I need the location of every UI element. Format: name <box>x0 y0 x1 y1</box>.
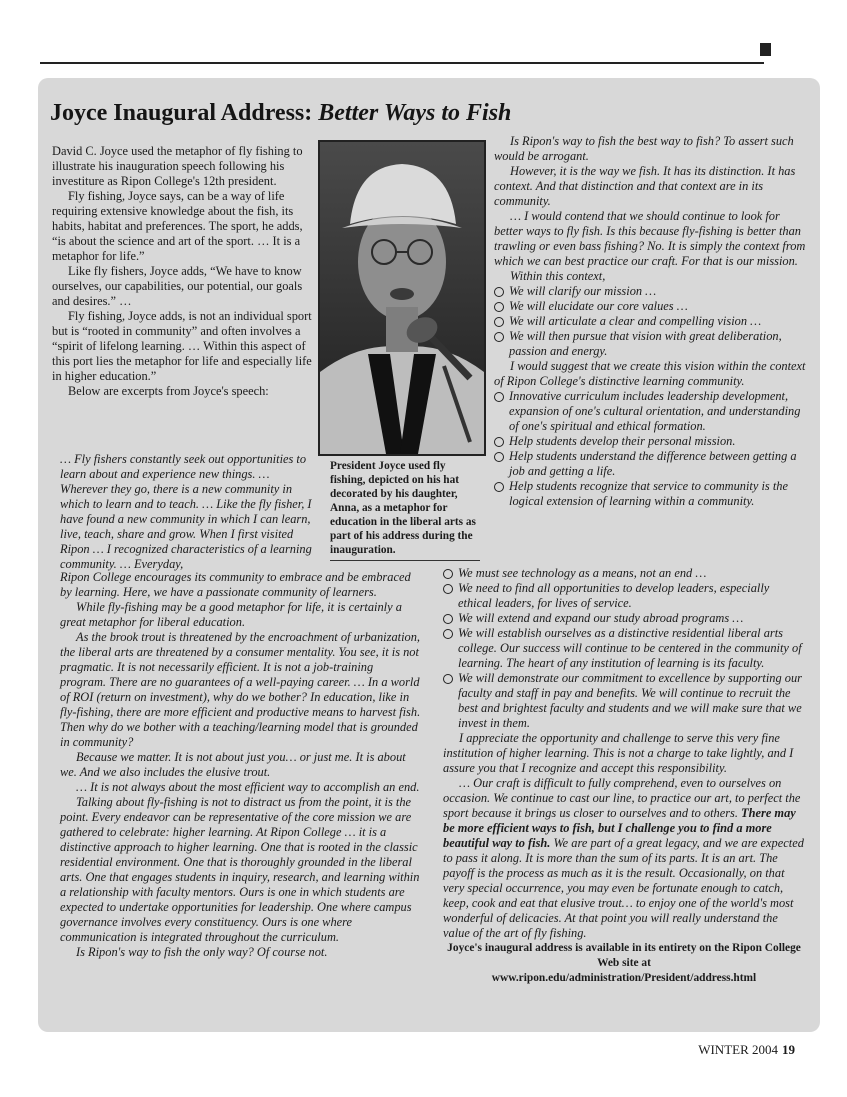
intro-para: Fly fishing, Joyce says, can be a way of life requiring extensive knowledge about the fish, its habits, habitat and preferences. The sport, he adds, “is about the science and art of the sport. … It is a metaphor for life.” <box>52 189 303 263</box>
bullet-list <box>494 284 806 359</box>
page-footer <box>698 1042 795 1058</box>
circle-bullet-icon <box>443 629 453 639</box>
circle-bullet-icon <box>443 569 453 579</box>
excerpt-para: … It is not always about the most efficient way to accomplish an end. <box>76 780 420 794</box>
bullet-text: We must see technology as a means, not an end … <box>458 566 707 580</box>
right-para: … I would contend that we should continue to look for better ways to fly fish. Is this because fly-fishing is better than trawling or even bass fishing? No. It is simply the context from which we can best practice our craft. For that is our mission. <box>494 209 806 268</box>
photo-caption: President Joyce used fly fishing, depicted on his hat decorated by his daughter, Anna, as a metaphor for education in the liberal arts as part of his address during the inauguration. <box>330 460 476 556</box>
bullet-item <box>494 299 806 314</box>
article-title <box>50 100 511 127</box>
right-column <box>494 134 806 509</box>
availability-note <box>443 941 805 986</box>
excerpt-para: As the brook trout is threatened by the encroachment of urbanization, the liberal arts are threatened by a consumer mentality. You see, it is not pragmatic. It is not necessarily efficient. It is not a job-training program. There are no guarantees of a well-paying career. … In a world of ROI (return on investment), why do we bother? In education, like in fly-fishing, there are more efficient and productive means to harvest fish. Then why do we bother with a teaching/learning model that is grounded in community? <box>60 630 421 749</box>
bullet-item <box>443 626 805 671</box>
bullet-item <box>494 389 806 434</box>
bullet-text: We will articulate a clear and compelling vision … <box>509 314 762 328</box>
bullet-item <box>494 284 806 299</box>
bullet-text: We will then pursue that vision with great deliberation, passion and energy. <box>509 329 782 358</box>
circle-bullet-icon <box>443 584 453 594</box>
circle-bullet-icon <box>443 614 453 624</box>
circle-bullet-icon <box>494 437 504 447</box>
intro-para: David C. Joyce used the metaphor of fly fishing to illustrate his inauguration speech following his investiture as Ripon College's 12th president. <box>52 144 303 188</box>
intro-para: Like fly fishers, Joyce adds, “We have to know ourselves, our capabilities, our potential, our goals and desires.” … <box>52 264 303 308</box>
caption-rule <box>330 560 480 561</box>
bullet-item <box>494 434 806 449</box>
top-rule <box>40 62 764 64</box>
bullet-text: We will extend and expand our study abroad programs … <box>458 611 744 625</box>
bullet-text: Help students recognize that service to community is the logical extension of learning within a community. <box>509 479 788 508</box>
excerpt-para: While fly-fishing may be a good metaphor for life, it is certainly a great metaphor for liberal education. <box>60 600 402 629</box>
craft-bold: There may be more efficient ways to fish, but I challenge you to find a more beautiful way to fish. <box>443 806 796 850</box>
bullet-item <box>443 566 805 581</box>
top-rule-square <box>760 43 771 56</box>
bullet-list <box>443 566 805 731</box>
excerpt-column <box>60 570 422 960</box>
bullet-item <box>494 479 806 509</box>
president-portrait-image <box>320 142 484 454</box>
circle-bullet-icon <box>494 392 504 402</box>
circle-bullet-icon <box>443 674 453 684</box>
bullet-item <box>494 449 806 479</box>
address-url: www.ripon.edu/administration/President/address.html <box>491 972 757 984</box>
intro-column <box>52 144 312 399</box>
right-para: However, it is the way we fish. It has its distinction. It has context. And that distinction and that context are in its community. <box>494 164 796 208</box>
circle-bullet-icon <box>494 287 504 297</box>
bullet-text: Help students develop their personal mission. <box>509 434 736 448</box>
bullet-text: We will elucidate our core values … <box>509 299 688 313</box>
appreciate-para: I appreciate the opportunity and challenge to serve this very fine institution of higher learning. This is not a charge to take lightly, and I assure you that I recognize and accept this responsibility. <box>443 731 794 775</box>
right-para: Is Ripon's way to fish the best way to fish? To assert such would be arrogant. <box>494 134 794 163</box>
excerpt-para: Because we matter. It is not about just you… or just me. It is about we. And we also includes the elusive trout. <box>60 750 406 779</box>
bullet-list <box>494 389 806 509</box>
president-photo <box>318 140 486 456</box>
availability-text: Joyce's inaugural address is available in its entirety on the Ripon College Web site at <box>447 942 801 969</box>
right-para: Within this context, <box>510 269 606 283</box>
intro-para: Fly fishing, Joyce adds, is not an individual sport but is “rooted in community” and often involves a “spirit of lifelong learning. … Within this aspect of this port lies the metaphor for life and especially life in higher education.” <box>52 309 312 383</box>
circle-bullet-icon <box>494 302 504 312</box>
bullet-item <box>443 581 805 611</box>
bullet-item <box>443 671 805 731</box>
title-italic: Better Ways to Fish <box>318 100 512 126</box>
bullet-text: We will establish ourselves as a distinctive residential liberal arts college. Our success will continue to be centered in the community of learning. The heart of any institution of learning is its faculty. <box>458 626 802 670</box>
circle-bullet-icon <box>494 452 504 462</box>
bullet-item <box>443 611 805 626</box>
right-para: I would suggest that we create this vision within the context of Ripon College's distinctive learning community. <box>494 359 806 388</box>
title-main: Joyce Inaugural Address: <box>50 100 319 126</box>
bullet-text: We will clarify our mission … <box>509 284 657 298</box>
circle-bullet-icon <box>494 317 504 327</box>
excerpt-para: Talking about fly-fishing is not to distract us from the point, it is the point. Every endeavor can be representative of the core mission we are gathered to celebrate: higher learning. At Ripon College … it is a distinctive approach to higher learning. One that is rooted in the classic residential environment. One that is thoroughly grounded in the liberal arts. One that engages students in inquiry, research, and learning within a relationship with faculty mentors. Ours is one in which students are expected to undertake opportunities for leadership. One where campus governance involves every constituency. Ours is one where communication is integrated throughout the curriculum. <box>60 795 420 944</box>
intro-para: Below are excerpts from Joyce's speech: <box>68 384 269 398</box>
page-number: 19 <box>782 1042 795 1057</box>
craft-text: … Our craft is difficult to fully comprehend, even to ourselves on occasion. We continue to cast our line, to practice our art, to perfect the sport because it brings us closer to ourselves and to others. <box>443 776 801 820</box>
craft-para <box>443 776 805 941</box>
right-wide-column <box>443 566 805 986</box>
circle-bullet-icon <box>494 332 504 342</box>
issue-season: WINTER 2004 <box>698 1042 778 1057</box>
excerpt-para: … Fly fishers constantly seek out opportunities to learn about and experience new things. … Wherever they go, there is a new community in which to learn and to teach. … Like the fly fisher, I have found a new community in which I can learn, live, teach, share and grow. When I first visited Ripon … I recognized characteristics of a learning community. … Everyday, <box>60 452 312 571</box>
bullet-item <box>494 314 806 329</box>
bullet-text: Help students understand the difference between getting a job and getting a life. <box>509 449 797 478</box>
bullet-text: Innovative curriculum includes leadership development, expansion of one's cultural orientation, and understanding of one's spiritual and ethical formation. <box>509 389 801 433</box>
excerpt-para: Is Ripon's way to fish the only way? Of course not. <box>76 945 328 959</box>
craft-text: We are part of a great legacy, and we are expected to pass it along. It is more than the sum of its parts. It is an art. The payoff is the process as much as it is the result. Occasionally, on that very special occurrence, you may even be fortunate enough to catch, keep, cook and eat that elusive trout… to enjoy one of the world's most wonderful of delicacies. At that point you will really understand the value of the art of fly fishing. <box>443 836 804 940</box>
excerpt-para: Ripon College encourages its community to embrace and be embraced by learning. Here, we have a passionate community of learners. <box>60 570 411 599</box>
excerpt-lead <box>60 452 314 572</box>
circle-bullet-icon <box>494 482 504 492</box>
bullet-text: We need to find all opportunities to develop leaders, especially ethical leaders, for lives of service. <box>458 581 770 610</box>
bullet-item <box>494 329 806 359</box>
bullet-text: We will demonstrate our commitment to excellence by supporting our faculty and staff in pay and benefits. We will continue to recruit the best and brightest faculty and students and we will make sure that we invest in them. <box>458 671 803 730</box>
